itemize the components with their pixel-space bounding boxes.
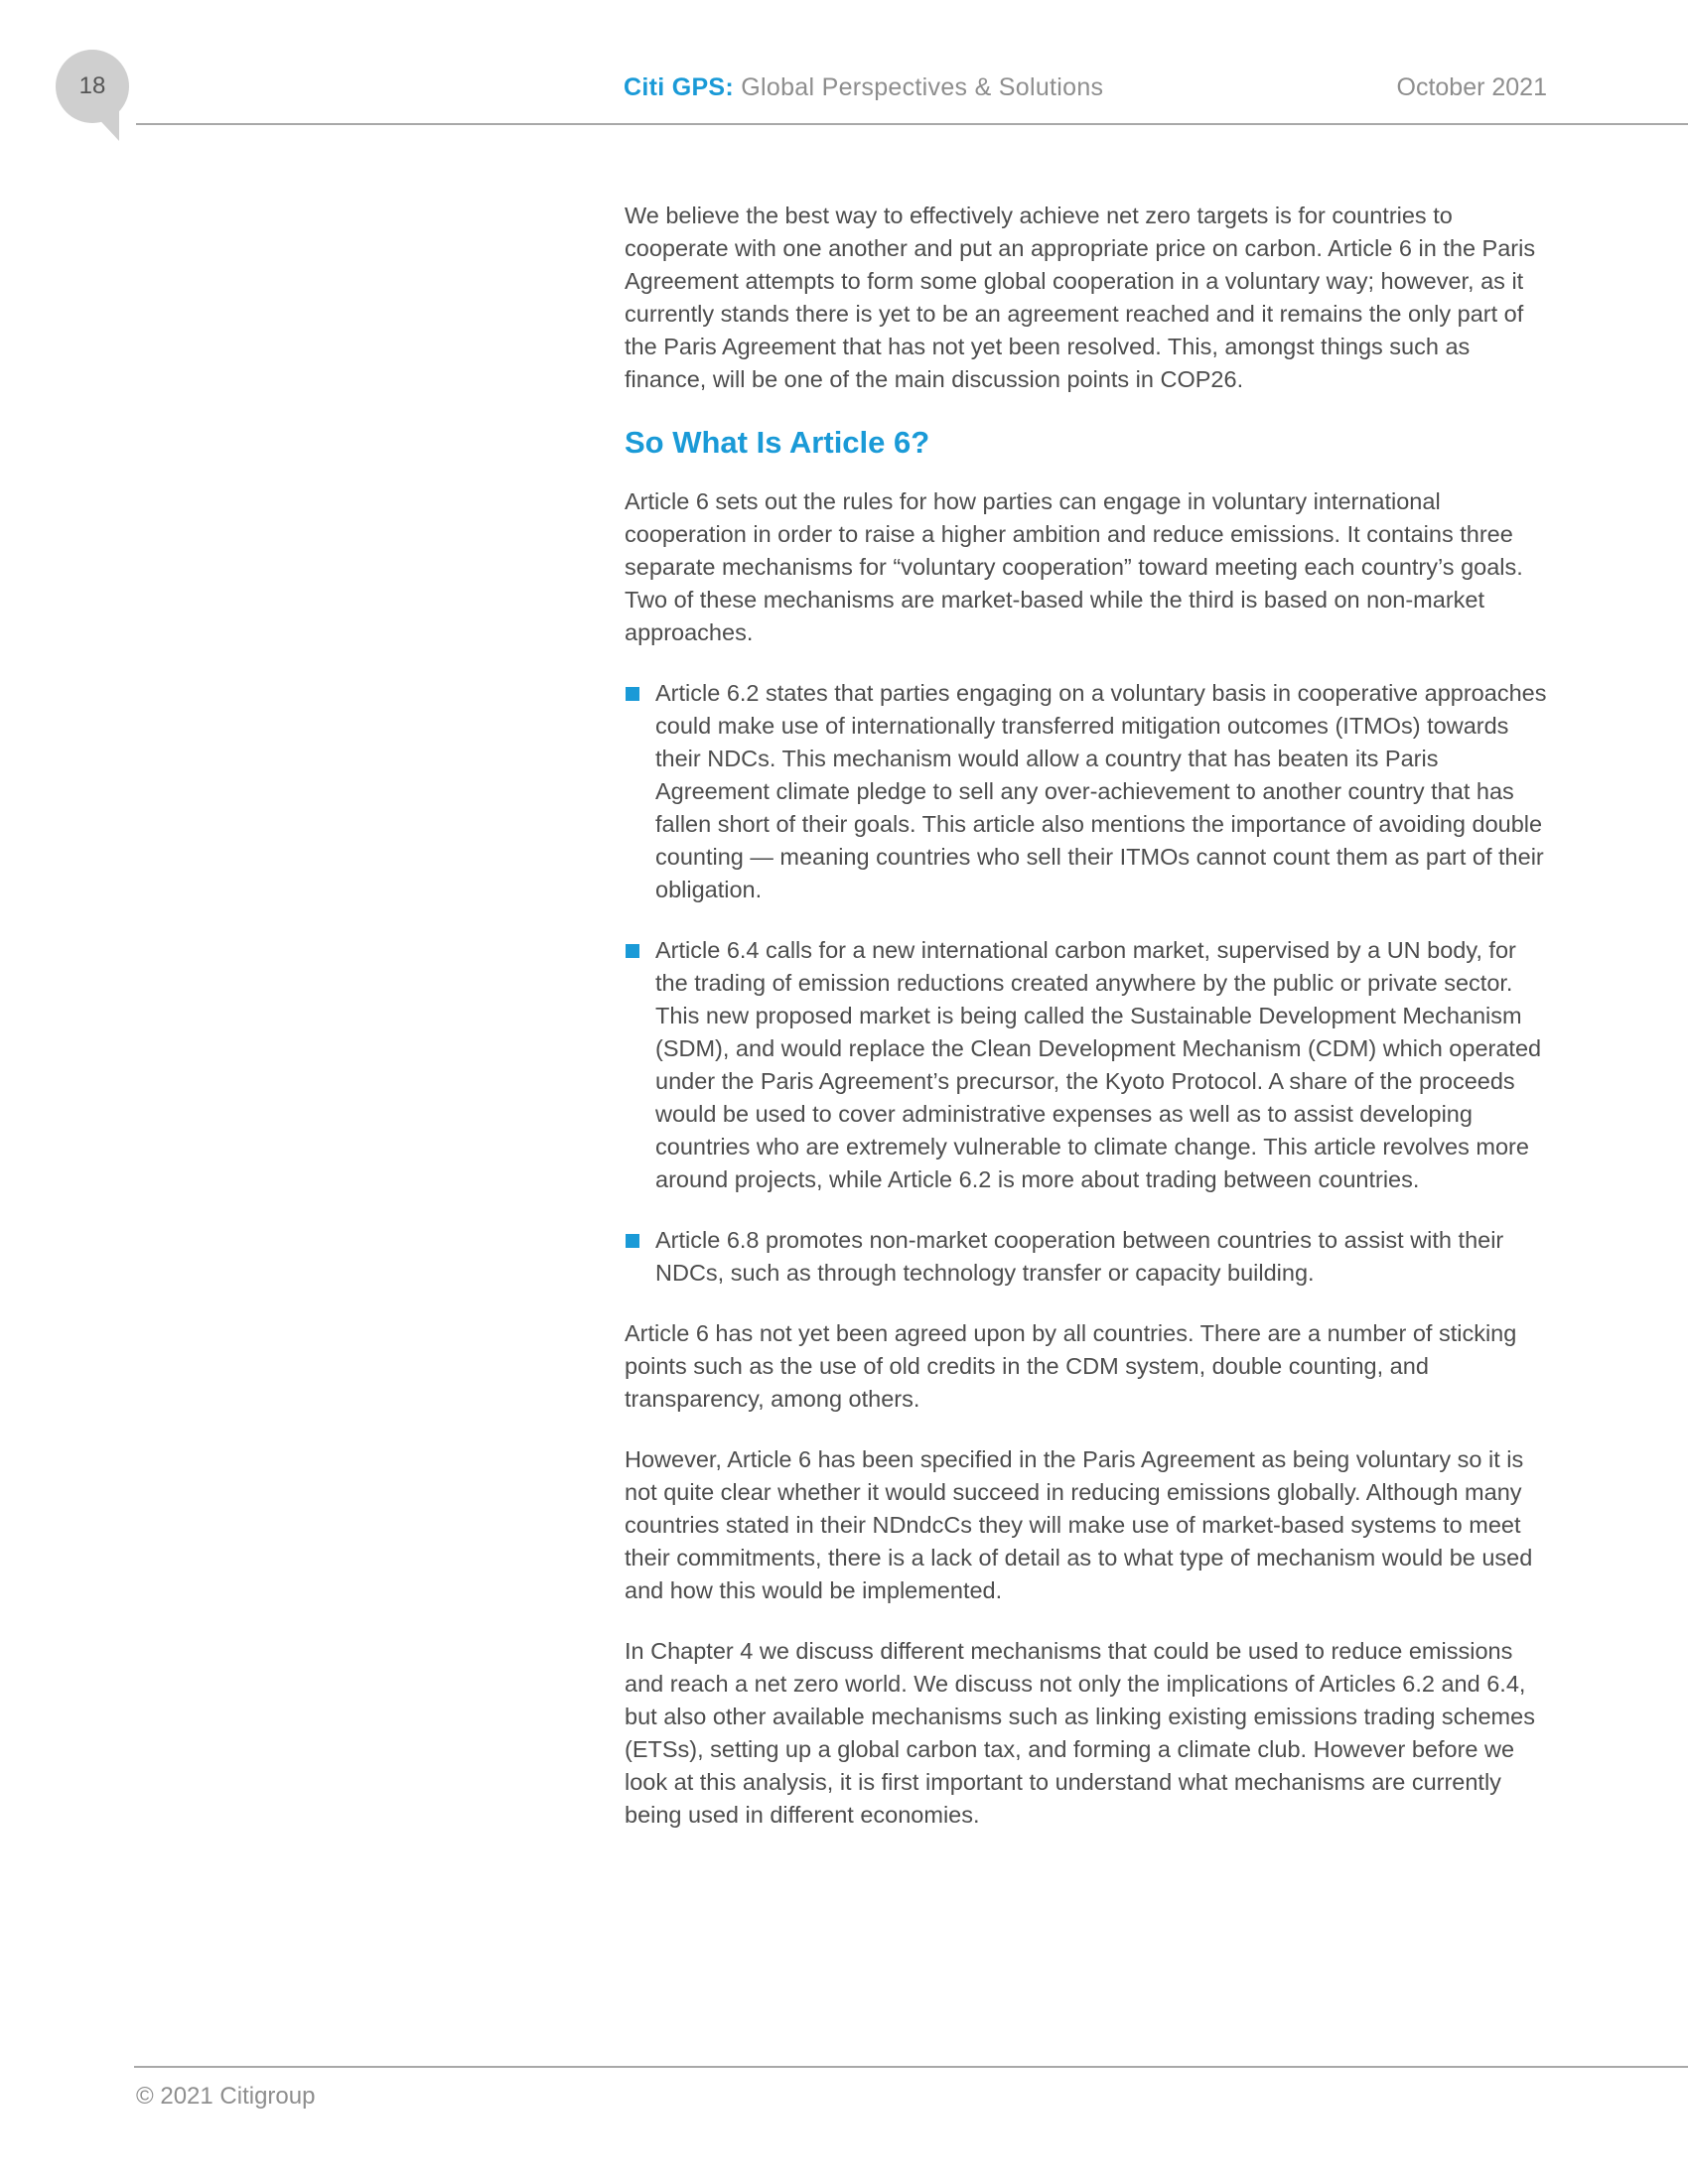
list-item (625, 1224, 1548, 1290)
publication-subtitle: Global Perspectives & Solutions (734, 73, 1104, 101)
footer-divider (134, 2066, 1688, 2068)
chapter4-paragraph: In Chapter 4 we discuss different mechanisms that could be used to reduce emissions and reach a net zero world. We discuss not only the implications of Articles 6.2 and 6.4, but also other available mechanisms such as linking existing emissions trading schemes (ETSs), setting up a global carbon tax, and forming a climate club. However before we look at this analysis, it is first important to understand what mechanisms are currently being used in different economies. (625, 1638, 1535, 1828)
copyright-notice: © 2021 Citigroup (136, 2083, 316, 2110)
article6-mechanisms-list (625, 677, 1548, 1290)
square-bullet-icon (626, 944, 639, 958)
square-bullet-icon (626, 687, 639, 701)
publication-date: October 2021 (1396, 73, 1547, 101)
header-divider (136, 123, 1688, 125)
list-item (625, 934, 1548, 1196)
list-item-text: Article 6.8 promotes non-market cooperation between countries to assist with their NDCs, such as through technology transfer or capacity building. (655, 1227, 1504, 1286)
list-item-text: Article 6.4 calls for a new international carbon market, supervised by a UN body, for the trading of emission reductions created anywhere by the public or private sector. This new proposed market is being called the Sustainable Development Mechanism (SDM), and would replace the Clean Development Mechanism (CDM) which operated under the Paris Agreement’s precursor, the Kyoto Protocol. A share of the proceeds would be used to cover administrative expenses as well as to assist developing countries who are extremely vulnerable to climate change. This article revolves more around projects, while Article 6.2 is more about trading between countries. (655, 937, 1542, 1192)
brand-name: Citi GPS: (624, 73, 735, 101)
publication-title (624, 73, 1103, 102)
square-bullet-icon (626, 1234, 639, 1248)
page-number: 18 (78, 72, 106, 99)
intro-paragraph: We believe the best way to effectively achieve net zero targets is for countries to cooperate with one another and put an appropriate price on carbon. Article 6 in the Paris Agreement attempts to form some global cooperation in a voluntary way; however, as it currently stands there is yet to be an agreement reached and it remains the only part of the Paris Agreement that has not yet been resolved. This, amongst things such as finance, will be one of the main discussion points in COP26. (625, 203, 1536, 392)
list-item (625, 677, 1548, 906)
page-number-badge (56, 50, 129, 123)
article-body (625, 200, 1548, 1859)
list-item-text: Article 6.2 states that parties engaging on a voluntary basis in cooperative approaches could make use of internationally transferred mitigation outcomes (ITMOs) towards their NDCs. This mechanism would allow a country that has beaten its Paris Agreement climate pledge to sell any over-achievement to another country that has fallen short of their goals. This article also mentions the importance of avoiding double counting — meaning countries who sell their ITMOs cannot count them as part of their obligation. (655, 680, 1547, 902)
article6-paragraph: Article 6 sets out the rules for how parties can engage in voluntary international cooperation in order to raise a higher ambition and reduce emissions. It contains three separate mechanisms for “voluntary cooperation” toward meeting each country’s goals. Two of these mechanisms are market-based while the third is based on non-market approaches. (625, 488, 1523, 645)
not-agreed-paragraph: Article 6 has not yet been agreed upon by all countries. There are a number of sticking points such as the use of old credits in the CDM system, double counting, and transparency, among others. (625, 1320, 1517, 1412)
section-heading: So What Is Article 6? (625, 425, 930, 460)
voluntary-paragraph: However, Article 6 has been specified in the Paris Agreement as being voluntary so it is not quite clear whether it would succeed in reducing emissions globally. Although many countries stated in their NDndcCs they will make use of market-based systems to meet their commitments, there is a lack of detail as to what type of mechanism would be used and how this would be implemented. (625, 1446, 1533, 1603)
